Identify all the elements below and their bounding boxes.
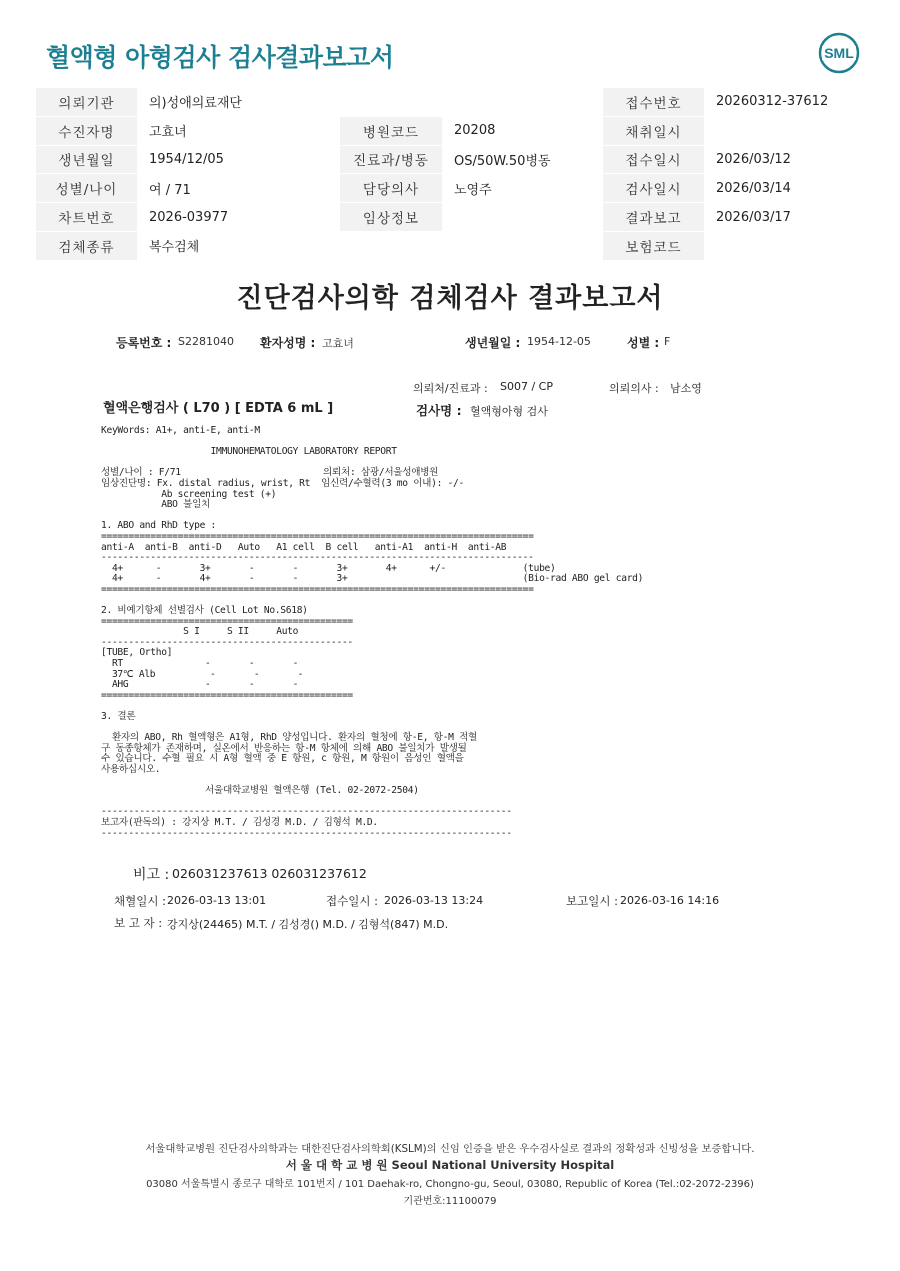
lab-text-line: 서울대학교병원 혈액은행 (Tel. 02-2072-2504) (101, 785, 419, 797)
report-time-label: 보고일시 : (566, 894, 618, 908)
remarks-label: 비고 : (133, 867, 170, 883)
info-label: 생년월일 (36, 145, 137, 174)
info-value (442, 203, 603, 232)
lab-text-line: S I S II Auto (101, 626, 299, 638)
info-label: 보험코드 (603, 231, 704, 260)
patient-name-label: 환자성명 : (260, 336, 316, 350)
report-title: 진단검사의학 검체검사 결과보고서 (236, 283, 664, 314)
lab-text-line: 보고자(판독의) : 강지상 M.T. / 김성경 M.D. / 김형석 M.D. (101, 816, 378, 828)
info-row (36, 116, 864, 145)
footer-certification: 서울대학교병원 진단검사의학과는 대한진단검사의학회(KSLM)의 신임 인증을 받은 우수검사실로 결과의 정확성과 신빙성을 보증합니다. (145, 1143, 755, 1155)
collect-time-value: 2026-03-13 13:01 (167, 894, 267, 907)
lab-text-line: 4+ - 4+ - - 3+ (Bio-rad ABO gel card) (101, 573, 644, 585)
sex-value: F (664, 335, 671, 348)
lab-text-line: 1. ABO and RhD type : (101, 520, 216, 532)
lab-text-line: anti-A anti-B anti-D Auto A1 cell B cell anti-A1 anti-H anti-AB (101, 541, 507, 553)
info-value: 2026-03977 (137, 203, 340, 232)
lab-text-line: RT - - - (101, 658, 299, 670)
info-row (36, 203, 864, 232)
info-value: 의)성애의료재단 (137, 88, 603, 116)
info-label: 담당의사 (340, 174, 442, 203)
lab-text-line: 환자의 ABO, Rh 혈액형은 A1형, RhD 양성입니다. 환자의 혈청에 항-E, 항-M 적혈 (101, 732, 478, 744)
logo-text: SML (824, 45, 854, 61)
doctor-value: 남소영 (670, 382, 702, 395)
test-title: 혈액은행검사 ( L70 ) [ EDTA 6 mL ] (103, 401, 334, 416)
lab-text-line: 성별/나이 : F/71 의뢰처: 삼광/서울성애병원 (101, 467, 439, 479)
receive-time-label: 접수일시 : (326, 894, 378, 908)
reg-no-label: 등록번호 : (116, 336, 172, 350)
info-row (36, 145, 864, 174)
info-label: 의뢰기관 (36, 88, 137, 116)
lab-text-line: 4+ - 3+ - - 3+ 4+ +/- (tube) (101, 562, 556, 574)
collect-time-label: 채혈일시 : (114, 894, 166, 908)
lab-text-line: AHG - - - (101, 679, 299, 691)
info-label: 접수일시 (603, 145, 704, 174)
patient-name-value: 고효녀 (322, 337, 354, 350)
info-value: 20260312-37612 (704, 88, 864, 116)
info-label: 채취일시 (603, 116, 704, 145)
info-value: 1954/12/05 (137, 145, 340, 174)
info-label: 병원코드 (340, 116, 442, 145)
info-value (704, 231, 864, 260)
lab-text-line: 2. 비예기항체 선별검사 (Cell Lot No.S618) (101, 605, 308, 617)
info-value: 노영주 (442, 174, 603, 203)
lab-text-line: ABO 불일치 (101, 499, 211, 511)
info-value (704, 116, 864, 145)
remarks-value: 026031237613 026031237612 (172, 866, 367, 881)
sex-label: 성별 : (627, 336, 660, 350)
receive-time-value: 2026-03-13 13:24 (384, 894, 484, 907)
page-title: 혈액형 아형검사 검사결과보고서 (46, 43, 394, 72)
lab-text-line: 사용하십시오. (101, 764, 161, 775)
lab-text-line: 3. 결론 (101, 711, 136, 723)
info-label: 결과보고 (603, 203, 704, 232)
lab-text-line: ---------------------------------------------- (101, 636, 353, 648)
lab-text-line: 임상진단명: Fx. distal radius, wrist, Rt 임신력/수혈력(3 mo 이내): -/- (101, 477, 464, 489)
test-name-label: 검사명 : (416, 403, 462, 418)
info-label: 임상정보 (340, 203, 442, 232)
lab-text-line: ------------------------------------------------------------------------------- (101, 552, 534, 564)
lab-text-line: 수 있습니다. 수혈 필요 시 A형 혈액 중 E 항원, c 항원, M 항원이 음성인 혈액을 (101, 753, 464, 765)
dob-label: 생년월일 : (465, 336, 521, 350)
info-label: 수진자명 (36, 116, 137, 145)
footer-institution-no: 기관번호:11100079 (403, 1196, 497, 1207)
lab-text-line: Ab screening test (+) (101, 488, 277, 500)
info-value: 2026/03/17 (704, 203, 864, 232)
lab-text-line (101, 701, 643, 712)
test-name-value: 혈액형아형 검사 (470, 405, 548, 418)
info-row (36, 174, 864, 203)
info-label: 차트번호 (36, 203, 137, 232)
dob-value: 1954-12-05 (527, 335, 591, 348)
dept-value: S007 / CP (500, 380, 553, 393)
lab-text-line: =============================================================================== (101, 583, 534, 595)
reporter-label: 보 고 자 : (114, 916, 163, 930)
lab-text-line: --------------------------------------------------------------------------- (101, 827, 512, 839)
info-value: 20208 (442, 116, 603, 145)
info-label: 성별/나이 (36, 174, 137, 203)
info-value: 고효녀 (137, 116, 340, 145)
sml-logo (818, 32, 860, 74)
info-label: 접수번호 (603, 88, 704, 116)
lab-text-line: IMMUNOHEMATOLOGY LABORATORY REPORT (101, 446, 397, 458)
lab-text-line: ============================================== (101, 689, 353, 701)
info-row (36, 88, 864, 116)
dept-label: 의뢰처/진료과 : (413, 382, 488, 395)
lab-report-text (101, 426, 643, 839)
info-value: 2026/03/14 (704, 174, 864, 203)
reg-no-value: S2281040 (178, 335, 234, 348)
lab-text-line: ============================================== (101, 615, 353, 627)
info-row (36, 231, 864, 260)
patient-info-table (36, 88, 864, 261)
info-value: 2026/03/12 (704, 145, 864, 174)
info-value: 복수검체 (137, 231, 603, 260)
footer-hospital-name: 서 울 대 학 교 병 원 Seoul National University Hospital (285, 1158, 615, 1172)
lab-text-line: [TUBE, Ortho] (101, 647, 173, 659)
info-label: 검사일시 (603, 174, 704, 203)
lab-text-line: 37℃ Alb - - - (101, 668, 304, 680)
lab-text-line: KeyWords: A1+, anti-E, anti-M (101, 425, 260, 436)
lab-text-line: --------------------------------------------------------------------------- (101, 806, 512, 818)
doctor-label: 의뢰의사 : (609, 382, 659, 395)
info-label: 진료과/병동 (340, 145, 442, 174)
reporter-value: 강지상(24465) M.T. / 김성경() M.D. / 김형석(847) M.D. (167, 918, 449, 931)
lab-text-line: 구 동종항체가 존재하며, 실온에서 반응하는 항-M 항체에 의해 ABO 불일치가 발생될 (101, 742, 467, 754)
report-time-value: 2026-03-16 14:16 (620, 894, 720, 907)
lab-text-line: =============================================================================== (101, 530, 534, 542)
footer-address: 03080 서울특별시 종로구 대학로 101번지 / 101 Daehak-ro, Chongno-gu, Seoul, 03080, Republic of Korea (Tel.:02-2072-2396) (146, 1179, 754, 1190)
info-label: 검체종류 (36, 231, 137, 260)
info-value: 여 / 71 (137, 174, 340, 203)
info-value: OS/50W.50병동 (442, 145, 603, 174)
